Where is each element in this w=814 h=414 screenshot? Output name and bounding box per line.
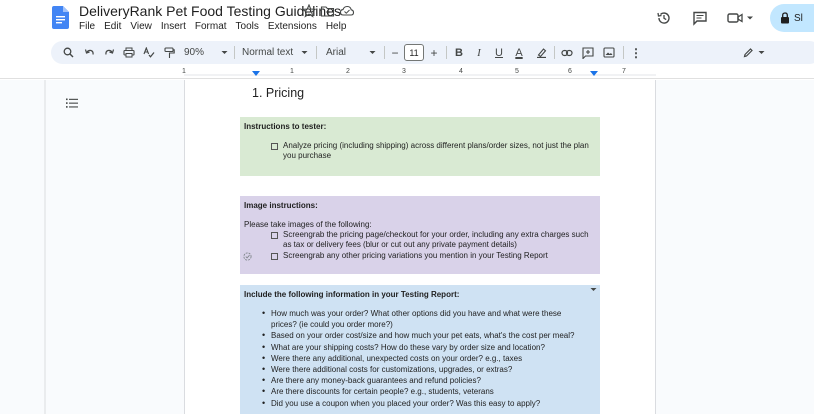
insert-link-button[interactable] <box>560 45 574 60</box>
horizontal-ruler[interactable] <box>184 66 656 79</box>
checkbox[interactable] <box>271 143 278 150</box>
toolbar-divider <box>234 46 235 59</box>
list-item: • Were there additional costs for customizations, upgrades, or extras? <box>262 364 574 375</box>
toolbar-divider <box>316 46 317 59</box>
outline-list-icon <box>66 97 78 109</box>
menu-help[interactable]: Help <box>325 21 347 32</box>
checkbox[interactable] <box>271 232 278 239</box>
paragraph-style-select[interactable] <box>242 45 308 60</box>
chevron-down-icon[interactable] <box>590 287 597 292</box>
chevron-down-icon <box>369 50 376 55</box>
list-item: • How much was your order? What other options did you have and what were these <box>262 308 574 319</box>
bold-button[interactable]: B <box>455 46 463 59</box>
chevron-down-icon <box>301 50 308 55</box>
ruler-number: 1 <box>290 68 294 75</box>
checklist-line: Analyze pricing (including shipping) across different plans/order sizes, not just the plan <box>283 141 589 150</box>
zoom-select[interactable] <box>184 45 228 60</box>
formatting-toolbar <box>51 41 814 64</box>
section-heading[interactable]: 1. Pricing <box>252 86 305 100</box>
menu-bar <box>79 21 355 32</box>
list-item-continuation: prices? (ie could you order more?) <box>271 320 393 330</box>
increase-font-size-button[interactable]: + <box>430 45 438 60</box>
list-item: • Are there discounts for certain people? e.g., students, veterans <box>262 386 574 397</box>
ruler-number: 2 <box>346 68 350 75</box>
tester-instructions-title: Instructions to tester: <box>244 122 327 131</box>
spellcheck-icon <box>143 47 155 58</box>
list-item: • Are there any money-back guarantees and refund policies? <box>262 375 574 386</box>
checklist-line: as tax or delivery fees (blur or cut out any private payment details) <box>283 240 517 249</box>
undo-button[interactable] <box>82 45 96 60</box>
docs-logo-icon[interactable] <box>52 6 69 29</box>
checklist-line: Screengrab the pricing page/checkout for your order, including any extra charges such <box>283 230 589 239</box>
image-instructions-box[interactable] <box>240 196 600 274</box>
menu-insert[interactable]: Insert <box>160 21 186 32</box>
list-item: • What are your shipping costs? How do these vary by order size and location? <box>262 342 574 353</box>
decrease-font-size-button[interactable]: − <box>391 45 399 60</box>
zoom-value: 90% <box>184 47 205 58</box>
version-history-button[interactable] <box>652 6 676 30</box>
spellcheck-button[interactable] <box>142 45 156 60</box>
image-instructions-intro: Please take images of the following: <box>244 220 372 229</box>
report-bullet-list <box>262 308 574 409</box>
history-icon <box>656 10 672 26</box>
move-folder-icon[interactable] <box>320 4 335 18</box>
checklist-item-text: Screengrab any other pricing variations you mention in your Testing Report <box>283 251 548 260</box>
document-outline-button[interactable] <box>66 96 78 108</box>
font-value: Arial <box>326 47 347 58</box>
checklist-line: you purchase <box>283 151 332 160</box>
font-size-input[interactable]: 11 <box>404 44 424 61</box>
ruler-number: 6 <box>568 68 572 75</box>
testing-report-box[interactable] <box>240 285 600 414</box>
search-menus-button[interactable] <box>61 45 75 60</box>
checklist-item <box>271 251 548 261</box>
paragraph-style-value: Normal text <box>242 47 294 58</box>
redo-icon <box>104 47 115 58</box>
pencil-icon <box>743 47 754 58</box>
header-actions <box>640 4 814 32</box>
testing-report-title: Include the following information in your Testing Report: <box>244 290 460 299</box>
title-bar <box>0 0 814 38</box>
tester-instructions-box[interactable] <box>240 117 600 176</box>
toolbar-divider <box>623 46 624 59</box>
insert-comment-button[interactable] <box>581 45 595 60</box>
share-button[interactable] <box>770 4 814 32</box>
assign-task-icon[interactable] <box>243 252 252 261</box>
toolbar-divider <box>446 46 447 59</box>
comment-icon <box>692 10 708 26</box>
title-icons <box>302 4 355 18</box>
highlight-color-button[interactable] <box>535 45 547 60</box>
ruler-number: 5 <box>515 68 519 75</box>
highlighter-icon <box>536 47 547 58</box>
editing-mode-button[interactable] <box>743 45 765 60</box>
toolbar-divider <box>554 46 555 59</box>
horizontal-ruler-area <box>0 66 814 79</box>
link-icon <box>561 49 573 57</box>
menu-edit[interactable]: Edit <box>104 21 122 32</box>
ruler-number: 7 <box>622 68 626 75</box>
list-item: • Were there any additional, unexpected costs on your order? e.g., taxes <box>262 353 574 364</box>
redo-button[interactable] <box>102 45 116 60</box>
image-icon <box>603 47 615 58</box>
font-select[interactable] <box>326 45 376 60</box>
italic-button[interactable]: I <box>477 46 481 59</box>
ruler-number: 4 <box>459 68 463 75</box>
menu-format[interactable]: Format <box>194 21 227 32</box>
list-item: • Based on your order cost/size and how much your pet eats, what's the cost per meal? <box>262 330 574 341</box>
chevron-down-icon <box>758 50 765 55</box>
print-button[interactable] <box>122 45 136 60</box>
image-instructions-title: Image instructions: <box>244 201 318 210</box>
chevron-down-icon <box>746 15 754 21</box>
paint-format-button[interactable] <box>162 45 176 60</box>
menu-tools[interactable]: Tools <box>235 21 259 32</box>
lock-icon <box>780 12 790 24</box>
vertical-ruler[interactable] <box>42 80 48 414</box>
undo-icon <box>84 47 95 58</box>
checklist-item <box>271 141 589 161</box>
left-indent-marker[interactable] <box>252 71 260 76</box>
ruler-number: 1 <box>182 68 186 75</box>
toolbar-divider <box>384 46 385 59</box>
ruler-number: 3 <box>402 68 406 75</box>
checklist-item-text <box>283 230 589 250</box>
checklist-item <box>271 230 589 250</box>
video-camera-icon <box>727 11 743 25</box>
menu-view[interactable]: View <box>130 21 152 32</box>
chevron-down-icon <box>221 50 228 55</box>
share-label: Sl <box>794 12 803 24</box>
insert-image-button[interactable] <box>602 45 616 60</box>
checkbox[interactable] <box>271 253 278 260</box>
text-color-button[interactable]: A <box>515 46 523 59</box>
checklist-item-text <box>283 141 589 161</box>
right-indent-marker[interactable] <box>590 71 598 76</box>
search-icon <box>63 47 74 58</box>
underline-button[interactable]: U <box>495 46 503 59</box>
comments-button[interactable] <box>688 6 712 30</box>
meet-button[interactable] <box>724 6 756 30</box>
menu-extensions[interactable]: Extensions <box>267 21 317 32</box>
document-title[interactable]: DeliveryRank Pet Food Testing Guidelines <box>79 3 341 19</box>
list-item: • Did you use a coupon when you placed your order? Was this easy to apply? <box>262 398 574 409</box>
paint-format-icon <box>164 47 175 59</box>
cloud-status-icon[interactable] <box>339 4 355 18</box>
more-options-button[interactable]: ⋮ <box>630 45 642 60</box>
print-icon <box>123 47 135 58</box>
add-comment-icon <box>582 47 594 59</box>
menu-file[interactable]: File <box>79 21 96 32</box>
star-icon[interactable] <box>302 4 316 18</box>
